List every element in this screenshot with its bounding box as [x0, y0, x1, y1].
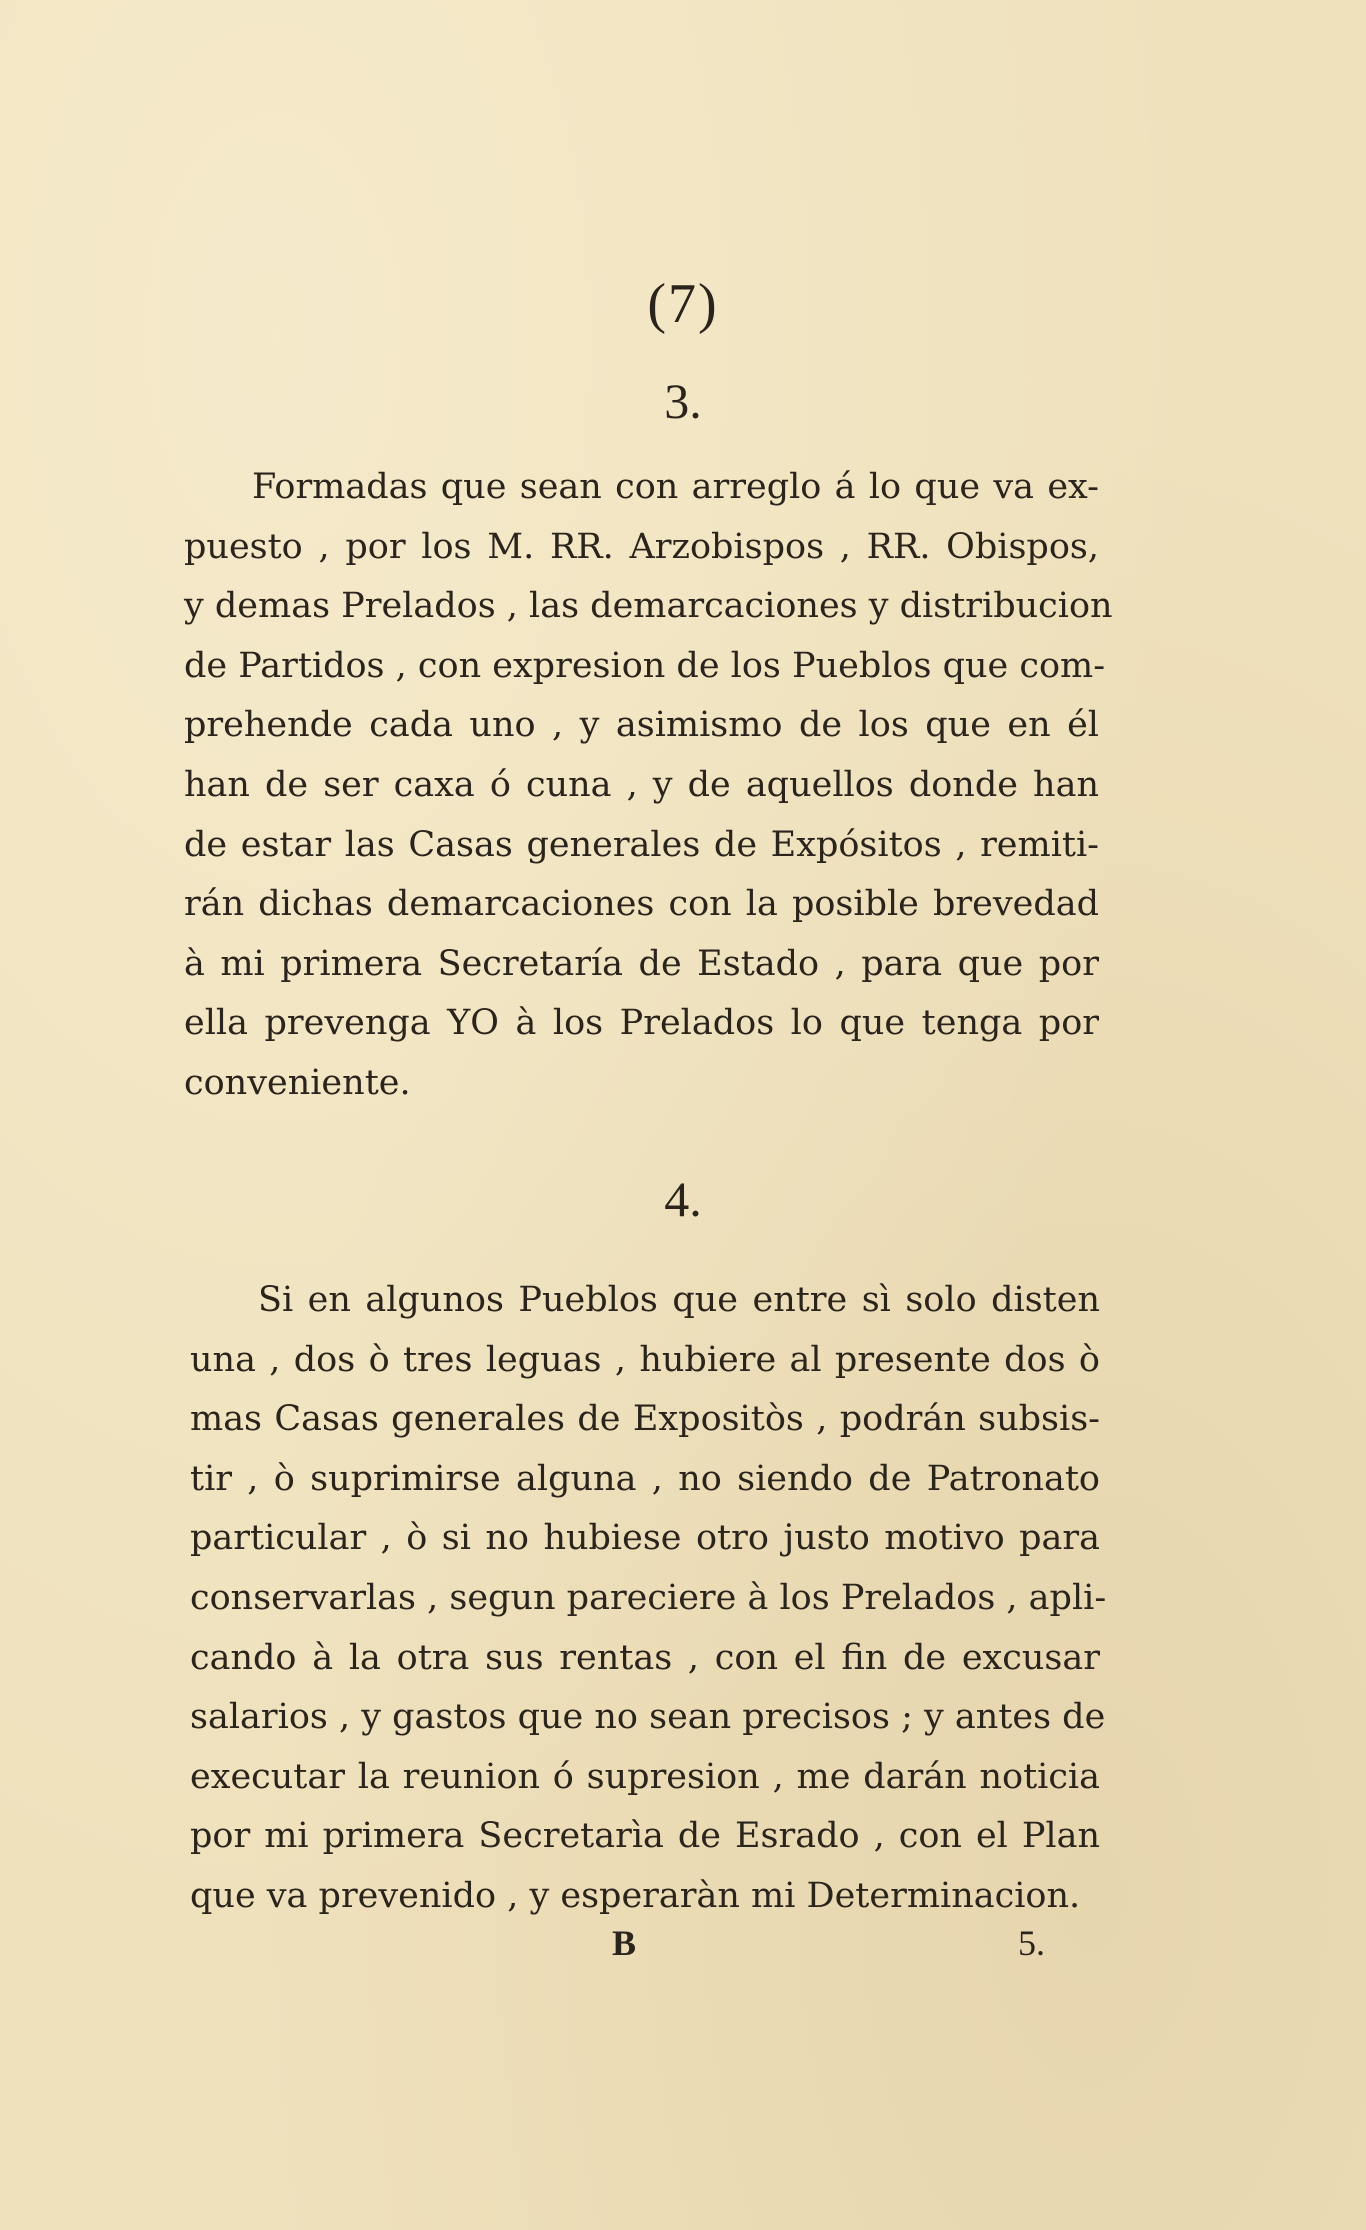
paragraph-line: particular , ò si no hubiese otro justo motivo para — [190, 1518, 1100, 1559]
section-number-4: 4. — [664, 1171, 702, 1227]
paragraph-line: por mi primera Secretarìa de Esrado , con el Plan — [190, 1816, 1100, 1857]
paragraph-line: tir , ò suprimirse alguna , no siendo de Patronato — [190, 1458, 1100, 1499]
paragraph-line: rán dichas demarcaciones con la posible brevedad — [184, 884, 1099, 925]
paragraph-line: à mi primera Secretaría de Estado , para que por — [184, 943, 1099, 984]
paragraph-line: de estar las Casas generales de Expósitos , remiti- — [184, 824, 1099, 865]
section-4-paragraph — [190, 1271, 1107, 1927]
paragraph-line: salarios , y gastos que no sean precisos ; y antes de — [190, 1697, 1106, 1738]
paragraph-line: y demas Prelados , las demarcaciones y distribucion — [184, 586, 1113, 627]
paragraph-line: de Partidos , con expresion de los Pueblos que com- — [184, 645, 1106, 686]
catchword: 5. — [1018, 1923, 1045, 1963]
paragraph-line: puesto , por los M. RR. Arzobispos , RR. Obispos, — [184, 526, 1099, 567]
paragraph-line: Formadas que sean con arreglo á lo que va ex- — [252, 467, 1099, 507]
paragraph-line: ella prevenga YO à los Prelados lo que tenga por — [184, 1003, 1099, 1044]
paragraph-line: conservarlas , segun pareciere à los Prelados , apli- — [190, 1577, 1107, 1618]
signature-mark: B — [612, 1923, 637, 1963]
page-number: (7) — [647, 273, 719, 335]
paragraph-line: cando à la otra sus rentas , con el fin de excusar — [190, 1637, 1100, 1678]
paragraph-line: que va prevenido , y esperaràn mi Determinacion. — [190, 1875, 1081, 1916]
paragraph-line: prehende cada uno , y asimismo de los que en él — [184, 705, 1099, 746]
section-3-paragraph — [184, 458, 1113, 1114]
section-number-3: 3. — [664, 373, 702, 429]
paragraph-line: mas Casas generales de Expositòs , podrán subsis- — [190, 1399, 1100, 1440]
paragraph-line: executar la reunion ó supresion , me darán noticia — [190, 1756, 1100, 1797]
paragraph-line: han de ser caxa ó cuna , y de aquellos donde han — [184, 764, 1099, 805]
paragraph-line: conveniente. — [184, 1062, 411, 1103]
page-footer — [0, 1922, 1366, 1982]
paragraph-line: una , dos ò tres leguas , hubiere al presente dos ò — [190, 1339, 1100, 1380]
paragraph-line: Si en algunos Pueblos que entre sì solo disten — [258, 1280, 1100, 1320]
